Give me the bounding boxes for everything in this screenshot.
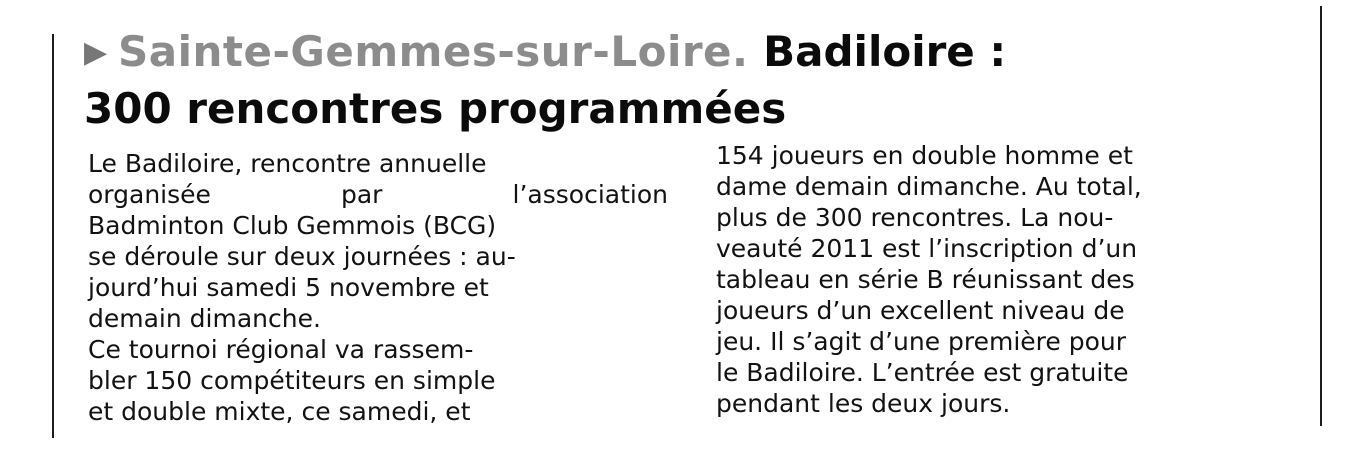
text-line: le Badiloire. L’entrée est gratuite	[716, 358, 1129, 387]
right-column-rule	[1320, 6, 1322, 426]
text-line: Le Badiloire, rencontre annuelle	[88, 149, 487, 178]
text-line: se déroule sur deux journées : au-	[88, 242, 516, 271]
headline-place: Sainte-Gemmes-sur-Loire.	[118, 27, 749, 76]
text-line: jourd’hui samedi 5 novembre et	[88, 273, 489, 302]
headline-title-line2: 300 rencontres programmées	[84, 84, 787, 133]
text-line: bler 150 compétiteurs en simple	[88, 366, 496, 395]
text-line: dame demain dimanche. Au total,	[716, 172, 1142, 201]
text-line: demain dimanche.	[88, 304, 321, 333]
article-column-right	[716, 140, 1296, 419]
headline-title-line1: Badiloire :	[748, 27, 1007, 76]
text-line: organisée par l’association	[88, 180, 668, 209]
text-line: tableau en série B réunissant des	[716, 265, 1135, 294]
article-headline	[84, 24, 1284, 137]
text-line: veauté 2011 est l’inscription d’un	[716, 234, 1138, 263]
text-line: joueurs d’un excellent niveau de	[716, 296, 1125, 325]
left-column-rule	[52, 34, 54, 438]
text-line: plus de 300 rencontres. La nou-	[716, 203, 1114, 232]
text-line: jeu. Il s’agit d’une première pour	[716, 327, 1127, 356]
text-line: et double mixte, ce samedi, et	[88, 397, 471, 426]
article-column-left	[88, 148, 668, 427]
text-line: Badminton Club Gemmois (BCG)	[88, 211, 497, 240]
text-line: Ce tournoi régional va rassem-	[88, 335, 474, 364]
triangle-bullet-icon: ▶	[84, 35, 108, 70]
text-line: 154 joueurs en double homme et	[716, 141, 1133, 170]
text-line: pendant les deux jours.	[716, 389, 1011, 418]
